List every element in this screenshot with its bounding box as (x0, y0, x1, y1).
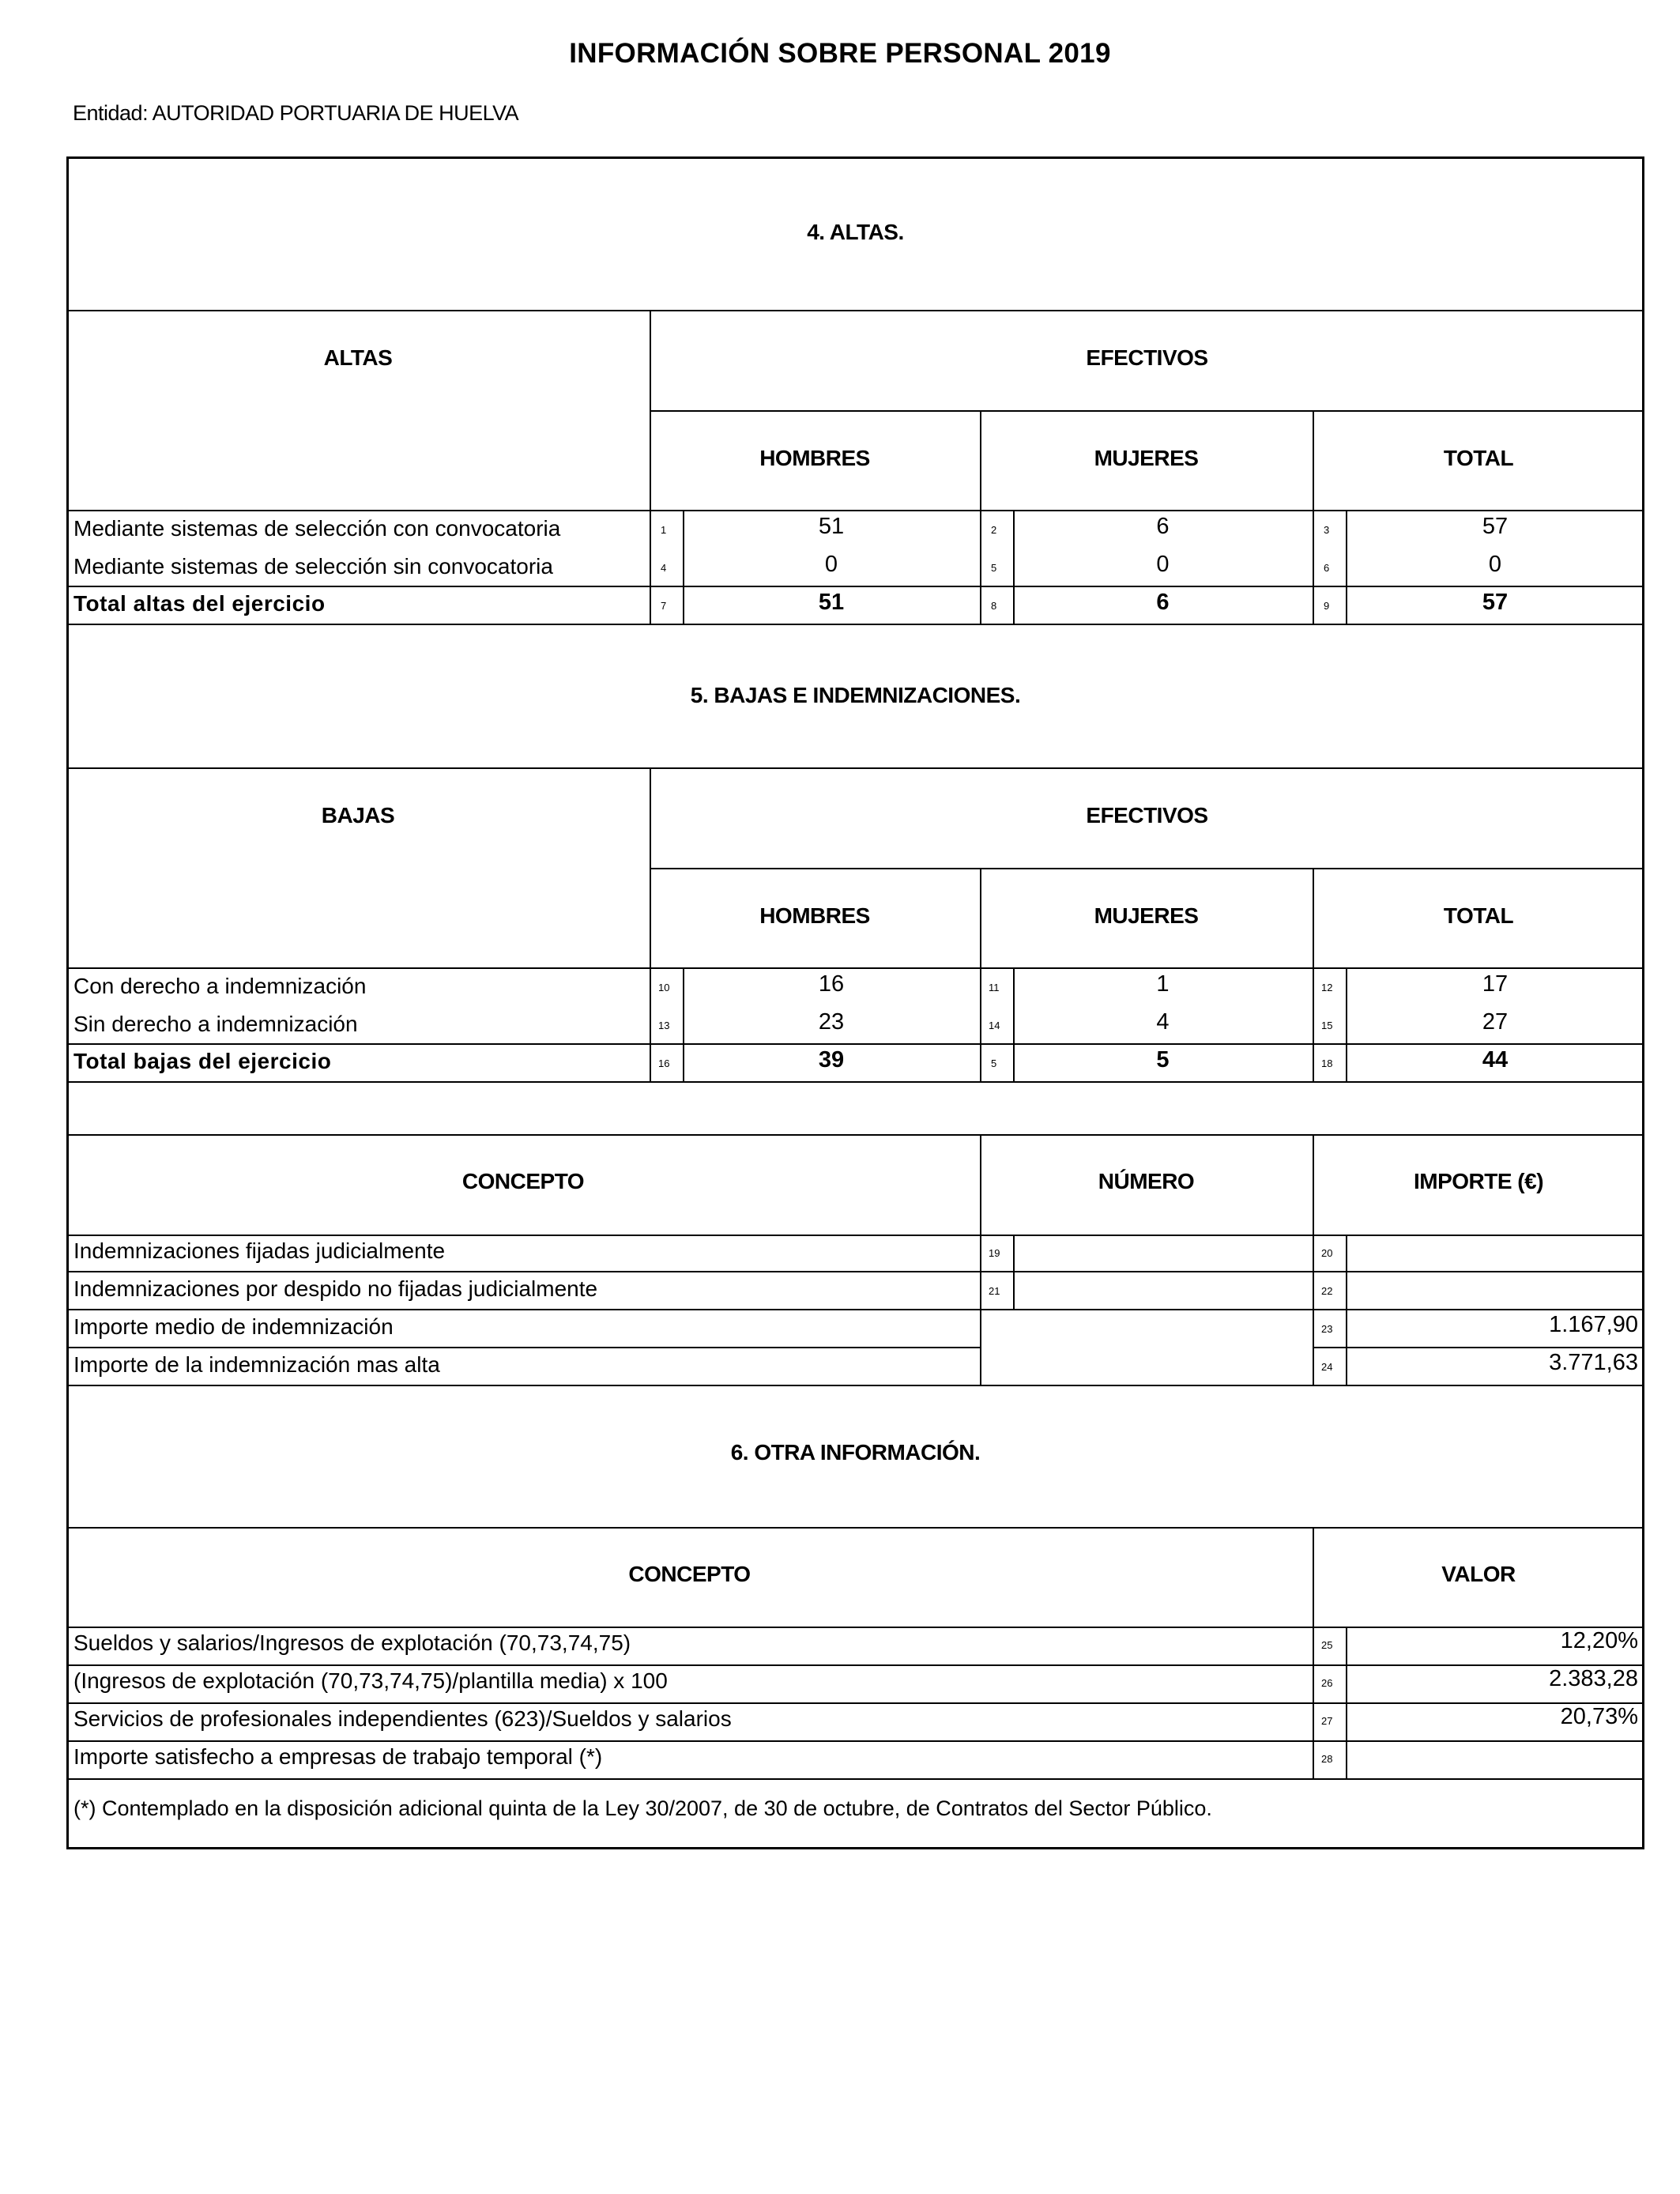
grid-line (66, 1527, 1644, 1529)
otra-row-label: Sueldos y salarios/Ingresos de explotación (70,73,74,75) (73, 1630, 631, 1655)
grid-line (1013, 1271, 1015, 1309)
grid-line (66, 510, 1644, 511)
otra-col-concepto: CONCEPTO (628, 1562, 751, 1586)
bajas-col-mujeres: MUJERES (1094, 903, 1199, 928)
bajas-total-value: 27 (1482, 1009, 1509, 1035)
grid-line (66, 1627, 1644, 1628)
cell-number: 12 (1321, 982, 1333, 993)
cell-number: 24 (1321, 1361, 1333, 1373)
altas-row-label: Mediante sistemas de selección sin convocatoria (73, 554, 553, 579)
cell-number: 19 (989, 1247, 1000, 1259)
cell-number: 11 (989, 982, 1000, 993)
altas-col-mujeres: MUJERES (1094, 446, 1199, 470)
otra-col-valor: VALOR (1441, 1562, 1516, 1586)
cell-number: 25 (1321, 1639, 1333, 1651)
altas-col-efectivos: EFECTIVOS (1086, 345, 1208, 370)
grid-line (66, 1235, 1644, 1236)
grid-line (66, 310, 1644, 311)
altas-mujeres-value: 6 (1156, 514, 1170, 539)
cell-number: 14 (989, 1020, 1000, 1031)
indemn-col-importe: IMPORTE (€) (1413, 1169, 1544, 1193)
cell-number: 27 (1321, 1715, 1333, 1727)
cell-number: 4 (661, 562, 667, 574)
bajas-col-efectivos: EFECTIVOS (1086, 803, 1208, 827)
altas-total-mujeres: 6 (1156, 590, 1170, 615)
bajas-col-total: TOTAL (1443, 903, 1514, 928)
grid-line (66, 1778, 1644, 1780)
altas-total-value: 0 (1488, 552, 1502, 577)
grid-line (66, 1702, 1644, 1704)
entity-label: Entidad: AUTORIDAD PORTUARIA DE HUELVA (73, 101, 519, 125)
grid-line (650, 868, 1644, 869)
bajas-total-label: Total bajas del ejercicio (73, 1049, 332, 1073)
grid-line (66, 1347, 980, 1348)
cell-number: 18 (1321, 1057, 1333, 1069)
otra-valor-value: 12,20% (1560, 1628, 1638, 1653)
cell-number: 26 (1321, 1677, 1333, 1689)
bajas-hombres-value: 23 (818, 1009, 845, 1035)
grid-line (66, 1309, 1644, 1310)
indemn-col-concepto: CONCEPTO (461, 1169, 585, 1193)
cell-number: 10 (658, 982, 670, 993)
altas-col-main: ALTAS (323, 345, 393, 370)
altas-col-total: TOTAL (1443, 446, 1514, 470)
indemn-col-numero: NÚMERO (1098, 1169, 1195, 1193)
section-altas-title: 4. ALTAS. (807, 220, 904, 244)
otra-valor-value: 20,73% (1560, 1704, 1638, 1729)
cell-number: 16 (658, 1057, 670, 1069)
grid-line (650, 410, 1644, 412)
grid-line (66, 1134, 1644, 1136)
otra-row-label: (Ingresos de explotación (70,73,74,75)/plantilla media) x 100 (73, 1668, 668, 1693)
grid-line (66, 1081, 1644, 1083)
altas-total-label: Total altas del ejercicio (73, 591, 326, 616)
grid-line (1346, 1235, 1347, 1272)
cell-number: 5 (991, 1057, 997, 1069)
indemn-row-label: Importe de la indemnización mas alta (73, 1352, 440, 1377)
indemn-row-label: Indemnizaciones por despido no fijadas judicialmente (73, 1276, 598, 1301)
grid-line (1313, 410, 1314, 624)
cell-number: 13 (658, 1020, 670, 1031)
indemn-importe-value: 3.771,63 (1549, 1350, 1638, 1375)
indemn-row-label: Importe medio de indemnización (73, 1314, 394, 1339)
bajas-hombres-value: 16 (818, 971, 845, 997)
altas-row-label: Mediante sistemas de selección con convocatoria (73, 516, 561, 541)
cell-number: 9 (1324, 600, 1330, 612)
grid-line (66, 767, 1644, 769)
bajas-total-total: 44 (1482, 1047, 1509, 1072)
grid-line (66, 1271, 1644, 1272)
grid-line (66, 624, 1644, 625)
cell-number: 8 (991, 600, 997, 612)
grid-line (1013, 1235, 1015, 1272)
grid-line (66, 1043, 1644, 1045)
altas-hombres-value: 0 (824, 552, 838, 577)
cell-number: 20 (1321, 1247, 1333, 1259)
cell-number: 7 (661, 600, 667, 612)
cell-number: 22 (1321, 1285, 1333, 1297)
otra-row-label: Servicios de profesionales independientes (623)/Sueldos y salarios (73, 1706, 732, 1731)
page-title: INFORMACIÓN SOBRE PERSONAL 2019 (569, 38, 1111, 69)
grid-line (980, 410, 981, 624)
bajas-total-hombres: 39 (818, 1047, 845, 1072)
grid-line (66, 1385, 1644, 1386)
cell-number: 15 (1321, 1020, 1333, 1031)
grid-line (66, 967, 1644, 969)
cell-number: 2 (991, 524, 997, 536)
cell-number: 3 (1324, 524, 1330, 536)
grid-line (66, 586, 1644, 587)
cell-number: 1 (661, 524, 667, 536)
grid-line (980, 868, 981, 1081)
bajas-total-mujeres: 5 (1156, 1047, 1170, 1072)
bajas-col-hombres: HOMBRES (759, 903, 870, 928)
cell-number: 6 (1324, 562, 1330, 574)
indemn-importe-value: 1.167,90 (1549, 1312, 1638, 1337)
grid-line (1346, 1271, 1347, 1309)
footnote: (*) Contemplado en la disposición adicional quinta de la Ley 30/2007, de 30 de octubre, de Contratos del Sector Público. (73, 1796, 1212, 1820)
altas-total-hombres: 51 (818, 590, 845, 615)
bajas-mujeres-value: 4 (1156, 1009, 1170, 1035)
bajas-row-label: Sin derecho a indemnización (73, 1012, 358, 1036)
bajas-mujeres-value: 1 (1156, 971, 1170, 997)
otra-valor-value: 2.383,28 (1549, 1666, 1638, 1691)
otra-row-label: Importe satisfecho a empresas de trabajo temporal (*) (73, 1744, 603, 1769)
bajas-total-value: 17 (1482, 971, 1509, 997)
altas-col-hombres: HOMBRES (759, 446, 870, 470)
section-otra-title: 6. OTRA INFORMACIÓN. (730, 1440, 981, 1465)
grid-line (1346, 1740, 1347, 1778)
cell-number: 21 (989, 1285, 1000, 1297)
bajas-col-main: BAJAS (321, 803, 395, 827)
cell-number: 23 (1321, 1323, 1333, 1335)
altas-hombres-value: 51 (818, 514, 845, 539)
altas-total-total: 57 (1482, 590, 1509, 615)
cell-number: 5 (991, 562, 997, 574)
grid-line (1313, 868, 1314, 1081)
section-bajas-title: 5. BAJAS E INDEMNIZACIONES. (690, 683, 1021, 707)
altas-mujeres-value: 0 (1156, 552, 1170, 577)
indemn-row-label: Indemnizaciones fijadas judicialmente (73, 1238, 446, 1263)
grid-line (66, 1664, 1644, 1666)
grid-line (1313, 1347, 1644, 1348)
altas-total-value: 57 (1482, 514, 1509, 539)
cell-number: 28 (1321, 1753, 1333, 1765)
bajas-row-label: Con derecho a indemnización (73, 974, 367, 998)
grid-line (66, 1740, 1644, 1742)
